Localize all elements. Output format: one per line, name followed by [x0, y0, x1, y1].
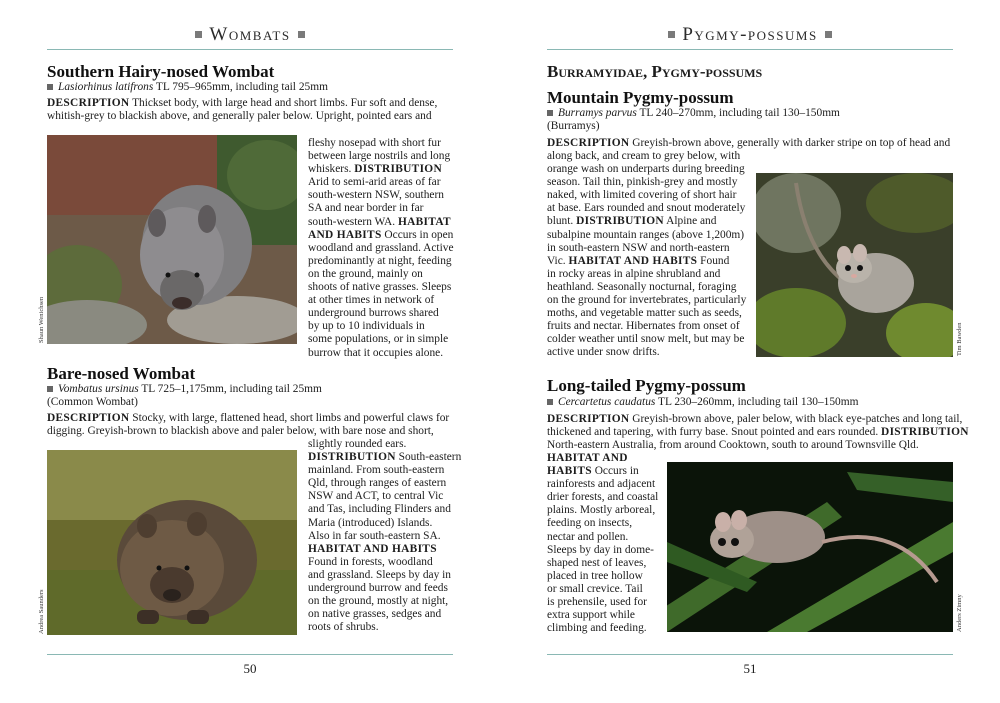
- text-run: slightly rounded ears.: [308, 438, 407, 450]
- text-run: Greyish-brown above, paler below, with black eye-patches and long tail,: [629, 413, 963, 425]
- text-line: [308, 582, 458, 595]
- text-line: [547, 268, 752, 281]
- text-line: [547, 557, 665, 570]
- text-run: extra support while: [547, 609, 635, 622]
- text-run: NSW and ACT, to central Vic: [308, 490, 444, 503]
- text-run: placed in tree hollow: [547, 569, 643, 582]
- running-head-right: [547, 24, 953, 46]
- bullet-square-icon: [547, 110, 553, 116]
- text-run: on the ground, mostly at night,: [308, 595, 449, 608]
- text-run: Sleeps by day in dome-: [547, 543, 654, 556]
- page-number: 51: [743, 661, 757, 676]
- text-line: [308, 490, 458, 503]
- text-run: in rocky areas in alpine shrubland and: [547, 267, 721, 280]
- text-line: [308, 569, 458, 582]
- text-run: shaped nest of leaves,: [547, 556, 647, 569]
- ornament-square-icon: [825, 31, 832, 38]
- text-line: [308, 281, 458, 294]
- text-run: subalpine mountain ranges (above 1,200m): [547, 228, 745, 241]
- running-head-text: Wombats: [209, 24, 291, 45]
- text-line: [547, 544, 665, 557]
- text-line: [308, 333, 458, 346]
- text-line: [308, 451, 462, 464]
- scientific-name: Burramys parvus: [558, 107, 637, 119]
- text-run: south-western WA.: [308, 215, 398, 228]
- description-full: [47, 97, 457, 123]
- text-run: south-western NSW, southern: [308, 189, 444, 202]
- text-run: and Tas, including Flinders and: [308, 503, 451, 516]
- text-run: underground burrow and feeds: [308, 582, 448, 595]
- scientific-name: Lasiorhinus latifrons: [58, 81, 154, 93]
- section-label: DESCRIPTION: [47, 97, 130, 109]
- description-column: [308, 438, 462, 634]
- scientific-name: Cercartetus caudatus: [558, 396, 656, 408]
- text-line: [308, 543, 458, 556]
- bullet-square-icon: [47, 84, 53, 90]
- text-line: [547, 478, 665, 491]
- text-run: burrow that it occupies alone.: [308, 346, 444, 359]
- section-label: DESCRIPTION: [547, 413, 630, 425]
- description-column: [547, 452, 665, 635]
- text-line: [308, 242, 458, 255]
- text-line: [547, 255, 752, 268]
- text-line: [547, 320, 752, 333]
- text-run: and grassland. Sleeps by day in: [308, 568, 451, 581]
- running-head-text: Pygmy-possums: [682, 24, 818, 45]
- species-title: Long-tailed Pygmy-possum: [547, 376, 746, 395]
- section-label: DISTRIBUTION: [576, 215, 664, 228]
- text-run: feeding on insects,: [547, 517, 633, 530]
- text-run: in south-eastern NSW and north-eastern: [547, 241, 730, 254]
- size-text: TL 240–270mm, including tail 130–150mm: [636, 107, 840, 119]
- section-label: AND HABITS: [308, 228, 382, 241]
- text-line: [308, 477, 458, 490]
- text-run: on native grasses, sedges and: [308, 608, 442, 621]
- section-label: DISTRIBUTION: [881, 426, 969, 439]
- text-line: [47, 425, 457, 438]
- long-tailed-pygmy-possum-photo: [667, 462, 953, 632]
- text-line: [547, 294, 752, 307]
- text-run: Thickset body, with large head and short limbs. Fur soft and dense,: [129, 97, 438, 109]
- text-line: [308, 229, 458, 242]
- text-line: [547, 517, 665, 530]
- description-column: [308, 137, 458, 360]
- scientific-name: Vombatus ursinus: [58, 383, 139, 395]
- ornament-square-icon: [195, 31, 202, 38]
- text-run: Also in far south-eastern SA.: [308, 529, 441, 542]
- text-line: [547, 176, 752, 189]
- alternate-name: (Common Wombat): [47, 396, 138, 408]
- text-line: [308, 150, 458, 163]
- text-line: [547, 333, 752, 346]
- right-page: [500, 0, 1000, 703]
- size-text: TL 795–965mm, including tail 25mm: [153, 81, 328, 93]
- text-run: Stocky, with large, flattened head, short limbs and powerful claws for: [129, 412, 450, 424]
- text-run: Occurs in open: [381, 228, 454, 241]
- text-run: fleshy nosepad with short fur: [308, 137, 441, 149]
- description-full: [547, 413, 969, 452]
- text-run: blunt.: [547, 215, 577, 228]
- text-line: [547, 281, 752, 294]
- text-line: [308, 556, 458, 569]
- text-line: [547, 150, 752, 163]
- photo-credit: Shaun Wenichsen: [38, 296, 45, 343]
- species-title: Bare-nosed Wombat: [47, 364, 196, 383]
- text-line: [308, 307, 458, 320]
- text-run: or small crevice. Tail: [547, 582, 643, 595]
- text-line: [547, 596, 665, 609]
- description-full: [47, 412, 457, 438]
- text-line: [308, 621, 458, 634]
- text-line: [308, 517, 458, 530]
- section-label: HABITAT AND HABITS: [568, 254, 698, 267]
- text-run: active under snow drifts.: [547, 346, 660, 359]
- family-heading: Burramyidae, Pygmy-possums: [547, 62, 763, 81]
- text-run: drier forests, and coastal: [547, 491, 659, 504]
- text-line: [547, 465, 665, 478]
- footer-rule: [547, 654, 953, 655]
- text-line: [547, 163, 752, 176]
- text-line: [547, 622, 665, 635]
- text-line: [308, 347, 458, 360]
- text-run: between large nostrils and long: [308, 150, 451, 163]
- text-line: [308, 464, 458, 477]
- southern-hairy-nosed-wombat-photo: [47, 135, 297, 344]
- species-title: Southern Hairy-nosed Wombat: [47, 62, 275, 81]
- photo-credit: Tim Bawden: [956, 322, 963, 356]
- text-line: [308, 189, 458, 202]
- section-label: HABITAT AND: [547, 452, 628, 464]
- species-title: Mountain Pygmy-possum: [547, 88, 734, 107]
- description-column: [547, 150, 752, 360]
- text-line: [547, 504, 665, 517]
- text-line: [308, 294, 458, 307]
- text-run: Greyish-brown above, generally with darker stripe on top of head and: [629, 137, 951, 149]
- description-full: [547, 137, 957, 150]
- text-line: [547, 137, 957, 150]
- section-label: HABITAT AND HABITS: [308, 542, 437, 555]
- text-line: [547, 189, 752, 202]
- text-line: [47, 412, 457, 425]
- text-run: woodland and grassland. Active: [308, 241, 454, 254]
- text-run: season. Tail thin, pinkish-grey and mostly: [547, 176, 738, 189]
- text-run: predominantly at night, feeding: [308, 254, 452, 267]
- text-line: [308, 176, 458, 189]
- section-label: DESCRIPTION: [47, 412, 130, 424]
- ornament-square-icon: [298, 31, 305, 38]
- text-line: [308, 595, 458, 608]
- text-run: is prehensile, used for: [547, 596, 647, 609]
- species-meta: [547, 396, 858, 410]
- text-run: Qld, through ranges of eastern: [308, 477, 447, 490]
- section-label: HABITS: [547, 465, 592, 478]
- section-label: DISTRIBUTION: [308, 451, 396, 464]
- text-run: moths, and vegetable matter such as seeds,: [547, 307, 742, 320]
- section-label: HABITAT: [397, 215, 451, 228]
- text-line: [547, 242, 752, 255]
- text-line: [547, 439, 957, 452]
- mountain-pygmy-possum-photo: [756, 173, 953, 357]
- size-text: TL 230–260mm, including tail 130–150mm: [655, 396, 859, 408]
- text-line: [547, 229, 752, 242]
- text-run: Found in forests, woodland: [308, 555, 433, 568]
- text-run: whiskers.: [308, 163, 355, 176]
- text-line: [547, 531, 665, 544]
- size-text: TL 725–1,175mm, including tail 25mm: [138, 383, 322, 395]
- text-line: [308, 216, 458, 229]
- text-line: [308, 320, 458, 333]
- alternate-name: (Burramys): [547, 120, 600, 132]
- text-line: [308, 608, 458, 621]
- text-run: on the ground, mainly on: [308, 267, 423, 280]
- text-run: underground burrows shared: [308, 307, 439, 320]
- text-line: [308, 503, 458, 516]
- text-run: whitish-grey to blackish above, and generally paler below. Upright, pointed ears and: [47, 110, 432, 123]
- text-run: roots of shrubs.: [308, 621, 379, 634]
- ornament-square-icon: [668, 31, 675, 38]
- running-head-left: [47, 24, 453, 46]
- bare-nosed-wombat-photo: [47, 450, 297, 635]
- section-label: DESCRIPTION: [547, 137, 630, 149]
- text-run: Arid to semi-arid areas of far: [308, 176, 441, 189]
- text-run: orange wash on underparts during breeding: [547, 163, 745, 176]
- text-run: mainland. From south-eastern: [308, 464, 445, 477]
- photo-credit: Anders Zimny: [956, 594, 963, 632]
- text-line: [308, 438, 458, 451]
- text-line: [547, 426, 969, 439]
- text-line: [547, 346, 752, 359]
- text-line: [547, 413, 963, 426]
- header-rule: [547, 49, 953, 50]
- text-run: at other times in network of: [308, 294, 435, 307]
- text-line: [308, 163, 458, 176]
- text-run: Maria (introduced) Islands.: [308, 516, 433, 529]
- text-line: [547, 307, 752, 320]
- species-meta: [47, 383, 322, 397]
- text-run: colder weather until snow melt, but may be: [547, 333, 745, 346]
- text-run: Vic.: [547, 254, 569, 267]
- text-run: nectar and pollen.: [547, 530, 629, 543]
- text-line: [308, 255, 458, 268]
- bullet-square-icon: [547, 399, 553, 405]
- text-line: [308, 530, 458, 543]
- text-run: naked, with limited covering of short hair: [547, 189, 737, 202]
- text-line: [547, 491, 665, 504]
- text-run: SA and near border in far: [308, 202, 424, 215]
- text-line: [308, 268, 458, 281]
- text-run: heathland. Seasonally nocturnal, foraging: [547, 280, 737, 293]
- text-line: [547, 215, 752, 228]
- text-line: [547, 583, 665, 596]
- footer-rule: [47, 654, 453, 655]
- section-label: DISTRIBUTION: [354, 163, 442, 176]
- text-line: [47, 110, 457, 123]
- text-line: [47, 97, 457, 110]
- text-run: Alpine and: [663, 215, 717, 228]
- header-rule: [47, 49, 453, 50]
- bullet-square-icon: [47, 386, 53, 392]
- text-run: South-eastern: [395, 451, 462, 464]
- text-run: shoots of native grasses. Sleeps: [308, 281, 452, 294]
- text-run: on the ground for invertebrates, particularly: [547, 294, 747, 307]
- species-meta: [547, 107, 840, 121]
- text-line: [547, 570, 665, 583]
- text-run: climbing and feeding.: [547, 622, 647, 635]
- species-meta: [47, 81, 328, 95]
- text-line: [547, 609, 665, 622]
- text-run: rainforests and adjacent: [547, 478, 656, 491]
- text-line: [308, 137, 458, 150]
- text-run: digging. Greyish-brown to blackish above and paler below, with bare nose and short,: [47, 425, 434, 438]
- text-run: at base. Ears rounded and snout moderately: [547, 202, 746, 215]
- text-run: by up to 10 individuals in: [308, 320, 425, 333]
- text-line: [547, 202, 752, 215]
- text-run: Found: [697, 254, 730, 267]
- text-line: [308, 202, 458, 215]
- text-run: fruits and nectar. Hibernates from onset of: [547, 320, 740, 333]
- text-run: North-eastern Australia, from around Cooktown, south to around Townsville Qld.: [547, 439, 919, 452]
- text-run: Occurs in: [591, 465, 639, 478]
- text-line: [547, 452, 665, 465]
- page-number: 50: [243, 661, 257, 676]
- photo-credit: Andrea Saunders: [38, 589, 45, 634]
- text-run: plains. Mostly arboreal,: [547, 504, 656, 517]
- text-run: along back, and cream to grey below, with: [547, 150, 741, 162]
- text-run: thickened and tapering, with furry base. Snout pointed and ears rounded.: [547, 426, 882, 439]
- text-run: some populations, or in simple: [308, 333, 449, 346]
